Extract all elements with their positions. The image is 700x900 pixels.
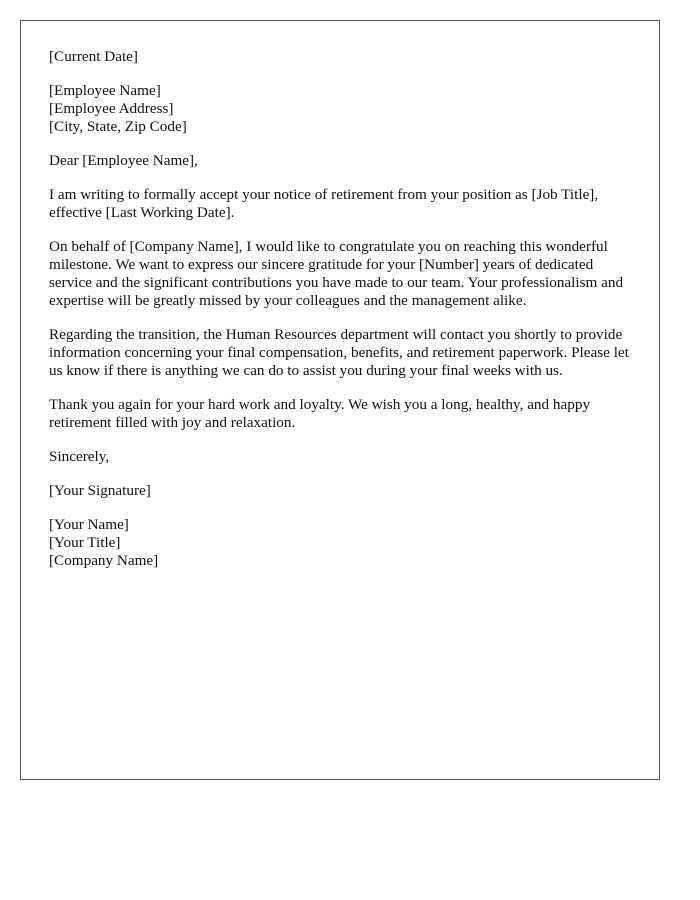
letter-date: [Current Date] [49,48,138,65]
paragraph-acceptance: I am writing to formally accept your notice of retirement from your position as [Job Title], effective [Last Working Date]. [49,186,599,221]
sender-title: [Your Title] [49,534,121,551]
recipient-city-state-zip: [City, State, Zip Code] [49,118,187,135]
recipient-address: [Employee Address] [49,100,174,117]
closing: Sincerely, [49,448,110,465]
recipient-name: [Employee Name] [49,82,161,99]
paragraph-transition: Regarding the transition, the Human Resources department will contact you shortly to provide information concerning your final compensation, benefits, and retirement paperwork. Please let us know if there is anything we can do to assist you during your final weeks with us. [49,326,629,379]
sender-company: [Company Name] [49,552,159,569]
signature: [Your Signature] [49,482,151,499]
paragraph-congratulations: On behalf of [Company Name], I would like to congratulate you on reaching this wonderful milestone. We want to express our sincere gratitude for your [Number] years of dedicated service and the significant contributions you have made to our team. Your professionalism and expertise will be greatly missed by your colleagues and the management alike. [49,238,624,309]
letter-body [49,48,639,586]
sender-name: [Your Name] [49,516,129,533]
letter-page [20,20,660,780]
recipient-block [49,82,639,136]
salutation: Dear [Employee Name], [49,152,198,169]
paragraph-thanks: Thank you again for your hard work and loyalty. We wish you a long, healthy, and happy retirement filled with joy and relaxation. [49,396,591,431]
sender-block [49,516,639,570]
